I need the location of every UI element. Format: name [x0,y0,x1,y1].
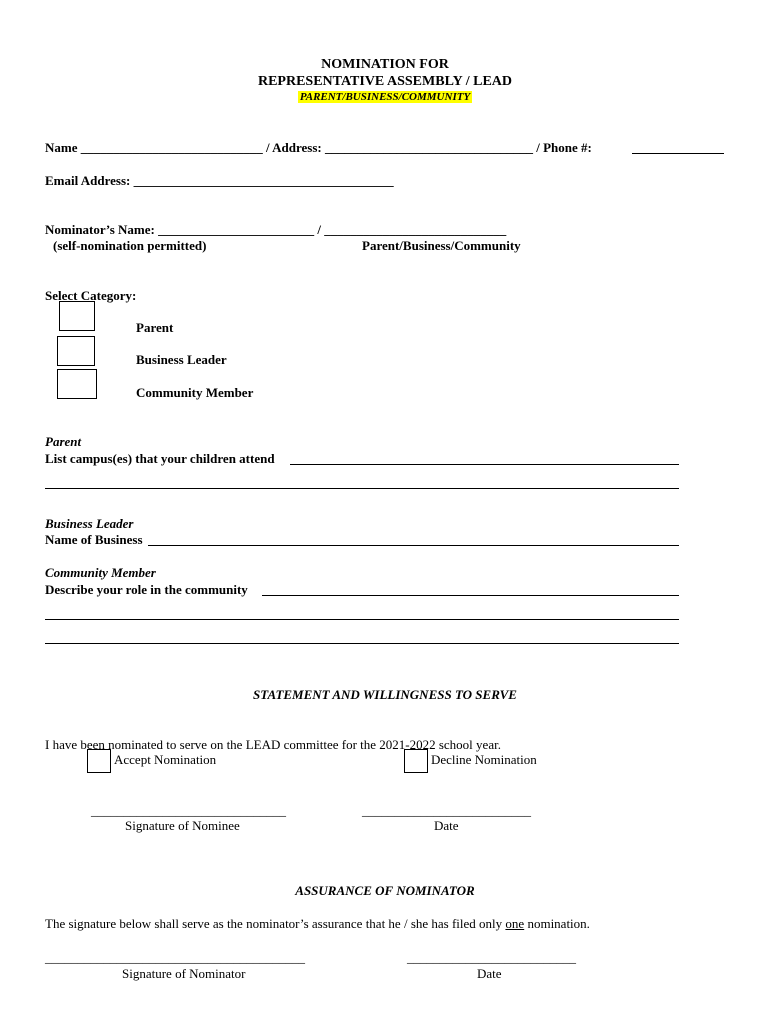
statement-text: I have been nominated to serve on the LEAD committee for the 2021-2022 school year. [45,737,501,752]
phone-blank[interactable] [632,153,724,154]
business-name-prompt: Name of Business [45,532,143,547]
parent-section-heading: Parent [45,434,82,449]
nominator-date-label: Date [477,966,502,981]
accept-nomination-label: Accept Nomination [114,752,217,767]
community-role-input-line-1[interactable] [262,595,679,596]
community-role-prompt: Describe your role in the community [45,582,248,597]
statement-heading: STATEMENT AND WILLINGNESS TO SERVE [253,687,517,702]
nominator-name-line[interactable]: Nominator’s Name: ________________________ / ____________________________ [45,222,507,237]
select-category-label: Select Category: [45,288,137,303]
nominee-date-label: Date [434,818,459,833]
business-leader-option-label: Business Leader [136,352,227,367]
business-section-heading: Business Leader [45,516,134,531]
subtitle-highlight: PARENT/BUSINESS/COMMUNITY [299,91,471,103]
form-subtitle [0,91,770,103]
assurance-text-after: nomination. [524,916,590,931]
form-title-line1: NOMINATION FOR [321,57,449,72]
nominator-date-line[interactable]: __________________________ [407,950,576,965]
email-line[interactable]: Email Address: ________________________________________ [45,173,394,188]
assurance-text-one: one [505,916,525,931]
community-role-input-line-3[interactable] [45,643,679,644]
business-leader-checkbox[interactable] [57,336,95,366]
nominator-type-note: Parent/Business/Community [362,238,521,253]
decline-nomination-label: Decline Nomination [431,752,537,767]
nominator-signature-line[interactable]: ________________________________________ [45,950,305,965]
accept-nomination-checkbox[interactable] [87,749,111,773]
form-title-line2: REPRESENTATIVE ASSEMBLY / LEAD [257,74,513,89]
community-member-checkbox[interactable] [57,369,97,399]
nominee-signature-line[interactable]: ______________________________ [91,803,286,818]
community-section-heading: Community Member [45,565,156,580]
community-member-option-label: Community Member [136,385,254,400]
community-role-input-line-2[interactable] [45,619,679,620]
nominee-signature-label: Signature of Nominee [125,818,240,833]
nominee-date-line[interactable]: __________________________ [362,803,531,818]
business-name-input-line[interactable] [148,545,679,546]
self-nomination-note: (self-nomination permitted) [53,238,207,253]
campus-prompt: List campus(es) that your children attend [45,451,275,466]
campus-input-line-2[interactable] [45,488,679,489]
assurance-text [45,916,590,932]
parent-option-label: Parent [136,320,174,335]
name-address-phone-line[interactable]: Name ____________________________ / Address: ________________________________ / Phone #: [45,140,592,155]
nominator-signature-label: Signature of Nominator [122,966,246,981]
campus-input-line-1[interactable] [290,464,679,465]
assurance-heading: ASSURANCE OF NOMINATOR [295,883,475,898]
parent-checkbox[interactable] [59,301,95,331]
decline-nomination-checkbox[interactable] [404,749,428,773]
assurance-text-before: The signature below shall serve as the nominator’s assurance that he / she has filed only [45,916,506,931]
